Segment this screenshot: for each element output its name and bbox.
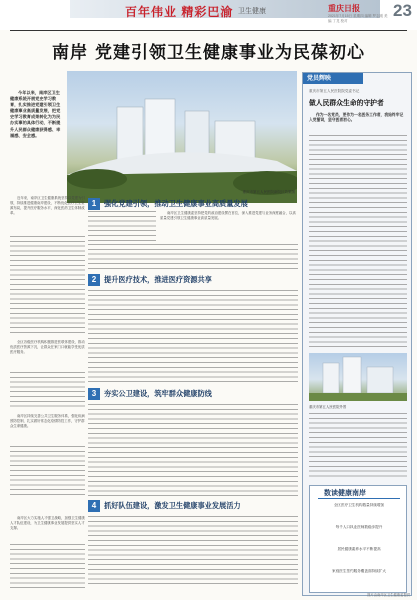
body-column-1 bbox=[10, 236, 85, 336]
data-item: 全区医疗卫生机构数量持续增加 bbox=[333, 503, 385, 507]
section-number: 2 bbox=[88, 274, 100, 286]
data-item: 居民健康素养水平不断提高 bbox=[337, 547, 381, 551]
sidebar-panel bbox=[302, 72, 412, 596]
data-box-rule bbox=[318, 498, 400, 499]
column-title: 百年伟业 精彩巴渝 bbox=[125, 5, 234, 19]
article-headline: 南岸 党建引领卫生健康事业为民葆初心 bbox=[52, 43, 365, 63]
sidebar-intro: 作为一名党员，更作为一名医务工作者，我始终牢记入党誓词，坚守医者初心。 bbox=[309, 112, 404, 123]
body-intro: 近年来，南岸区卫生健康系统坚持以党建为引领，持续推进健康南岸建设，不断优化医疗卫生资源布局，提升医疗服务水平，深化医药卫生体制改革。 bbox=[10, 196, 85, 215]
section-1-text: 南岸区卫生健康委坚持把党的政治建设摆在首位，深入推进党建与业务深度融合，以高质量党建引领卫生健康事业高质量发展。 bbox=[160, 211, 296, 220]
newspaper-logo: 重庆日报 bbox=[328, 3, 360, 13]
section-3-text: 南岸区持续完善公共卫生服务体系，强化疾病预防控制，扎实做好常态化疫情防控工作，守护群众生命健康。 bbox=[10, 414, 85, 428]
body-column-4 bbox=[88, 290, 298, 382]
section-title: 夯实公卫建设，筑牢群众健康防线 bbox=[104, 389, 212, 398]
section-number: 3 bbox=[88, 388, 100, 400]
section-title: 抓好队伍建设，激发卫生健康事业发展活力 bbox=[104, 501, 241, 510]
sidebar-tab: 党员辉映 bbox=[303, 73, 363, 84]
hospital-photo bbox=[67, 71, 297, 203]
section-number: 4 bbox=[88, 500, 100, 512]
body-column-8 bbox=[10, 544, 85, 588]
section-number: 1 bbox=[88, 198, 100, 210]
data-item: 每千人口执业医师数稳步提升 bbox=[335, 525, 383, 529]
sidebar-photo bbox=[309, 353, 407, 401]
sidebar-byline: 重庆市第五人民医院院党委书记 bbox=[309, 89, 360, 93]
article-lead: 今年以来，南岸区卫生健康系统开展党史学习教育，扎实推进党建引领卫生健康事业高质量发展，把党史学习教育成果转化为为民办实事的具体行动，不断提升人民群众健康获得感、幸福感、安全感。 bbox=[10, 90, 61, 138]
page-footer: 图片由南岸区卫生健康委提供 bbox=[367, 593, 410, 597]
sidebar-body-2 bbox=[309, 413, 407, 479]
sidebar-photo-caption: 重庆市第五人民医院外景 bbox=[309, 405, 347, 409]
section-2-text: 全区各级医疗机构积极推进医联体建设，推动优质医疗资源下沉，让群众在家门口就能享受优质医疗服务。 bbox=[10, 340, 85, 354]
issue-meta: 2021年7月15日 星期四 编辑 罗志刚 美编 丁龙 校对 bbox=[328, 14, 388, 23]
data-item: 家庭医生签约服务覆盖面持续扩大 bbox=[332, 569, 386, 573]
body-column-7 bbox=[10, 446, 85, 496]
data-box bbox=[309, 485, 407, 593]
sidebar-title: 做人民群众生命的守护者 bbox=[309, 99, 384, 107]
section-title: 强化党建引领，推动卫生健康事业高质量发展 bbox=[104, 199, 248, 208]
body-column-9 bbox=[88, 516, 298, 588]
page-number: 23 bbox=[393, 1, 412, 20]
photo-caption: 重庆市第五人民医院新院区效果图 bbox=[242, 190, 295, 194]
hospital-illustration bbox=[67, 71, 297, 203]
column-subtitle: 卫生健康 bbox=[238, 8, 266, 15]
page-header bbox=[0, 0, 417, 30]
sidebar-body bbox=[309, 135, 407, 349]
body-column-6 bbox=[88, 404, 298, 496]
section-4-text: 南岸区大力实施人才强卫战略，加强卫生健康人才队伍建设，为卫生健康事业发展提供坚实人才支撑。 bbox=[10, 516, 85, 530]
data-box-title: 数读健康南岸 bbox=[324, 489, 366, 497]
building-illustration bbox=[309, 353, 407, 401]
body-column-2 bbox=[88, 211, 156, 241]
section-title: 提升医疗技术，推进医疗资源共享 bbox=[104, 275, 212, 284]
body-column-5 bbox=[10, 372, 85, 410]
header-rule bbox=[10, 30, 407, 31]
body-column-3 bbox=[88, 244, 298, 272]
